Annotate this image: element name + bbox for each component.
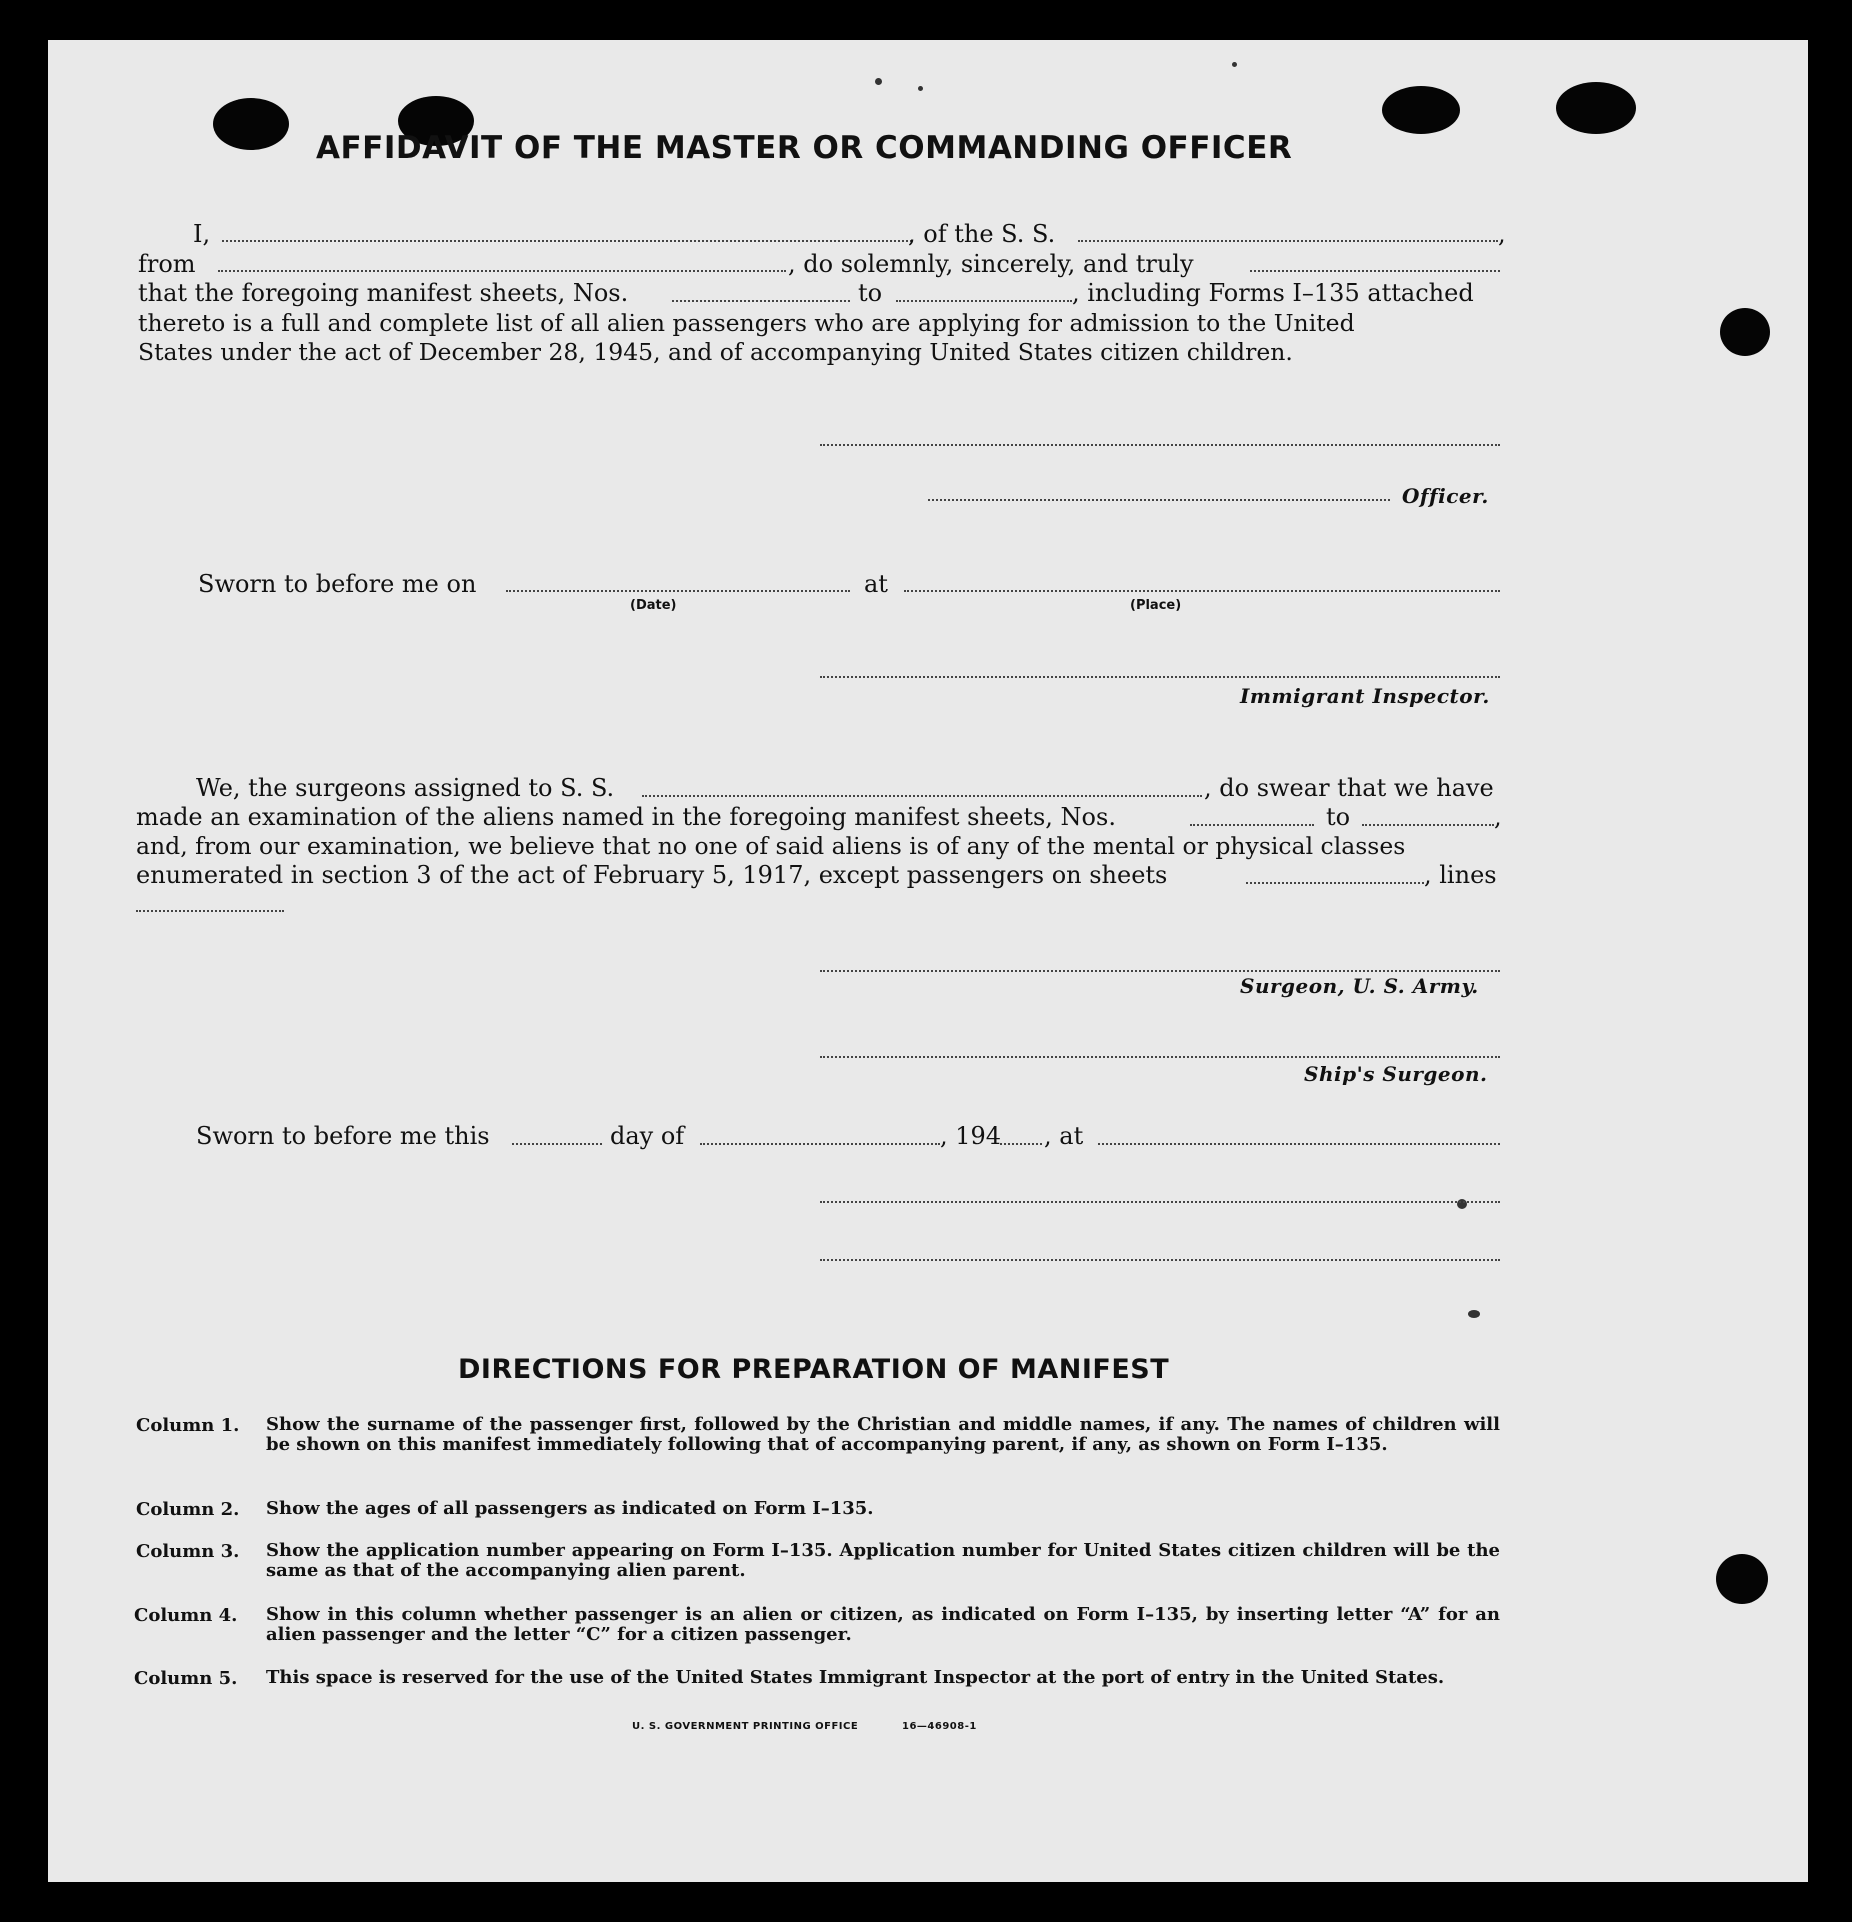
punch-hole bbox=[1382, 86, 1460, 134]
from-field[interactable] bbox=[218, 270, 786, 272]
surgeons-line-2-start: made an examination of the aliens named in the foregoing manifest sheets, Nos. bbox=[136, 803, 1116, 831]
surgeons-line-2-to: to bbox=[1326, 803, 1351, 831]
master-line-4: thereto is a full and complete list of all alien passengers who are applying for admission to the United bbox=[138, 309, 1355, 337]
surgeons-line-4-start: enumerated in section 3 of the act of February 5, 1917, except passengers on sheets bbox=[136, 861, 1168, 889]
sworn-on-label: Sworn to before me on bbox=[198, 570, 477, 598]
punch-hole bbox=[1716, 1554, 1768, 1604]
column-1-text: Show the surname of the passenger first, followed by the Christian and middle names, if any. The names of children will be shown on this manifest immediately following that of accompanying parent, if any, as shown on Form I–135. bbox=[266, 1414, 1500, 1455]
ship-surgeon-signature-line[interactable] bbox=[820, 1056, 1500, 1058]
directions-title: DIRECTIONS FOR PREPARATION OF MANIFEST bbox=[458, 1354, 1170, 1385]
sworn-at-field[interactable] bbox=[1098, 1143, 1500, 1145]
surgeons-line-4-end: , lines bbox=[1424, 861, 1497, 889]
surgeons-sheet-to-field[interactable] bbox=[1362, 824, 1494, 826]
ship-name-field[interactable] bbox=[1078, 240, 1498, 242]
officer-signature-line-1[interactable] bbox=[820, 444, 1500, 446]
officer-signature-line-2[interactable] bbox=[928, 499, 1390, 501]
surgeons-line-2-comma: , bbox=[1494, 803, 1502, 831]
to-label: to bbox=[858, 279, 883, 307]
column-1-label: Column 1. bbox=[136, 1415, 240, 1436]
lines-field[interactable] bbox=[136, 910, 284, 912]
column-2-label: Column 2. bbox=[136, 1499, 240, 1520]
column-3-label: Column 3. bbox=[136, 1541, 240, 1562]
form-code: 16—46908-1 bbox=[902, 1721, 977, 1732]
year-label: , 194 bbox=[940, 1122, 1002, 1150]
printer-imprint: U. S. GOVERNMENT PRINTING OFFICE bbox=[632, 1721, 859, 1732]
date-caption: (Date) bbox=[630, 598, 677, 613]
oath-field[interactable] bbox=[1250, 270, 1500, 272]
manifest-to-field[interactable] bbox=[896, 300, 1072, 302]
surgeons-line-1-start: We, the surgeons assigned to S. S. bbox=[196, 774, 615, 802]
ink-speck bbox=[918, 86, 923, 91]
master-line-5: States under the act of December 28, 1945, and of accompanying United States citizen children. bbox=[138, 338, 1293, 366]
surgeons-ship-field[interactable] bbox=[642, 795, 1202, 797]
officer-label: Officer. bbox=[1402, 484, 1489, 508]
except-sheets-field[interactable] bbox=[1246, 882, 1424, 884]
sworn-day-field[interactable] bbox=[512, 1143, 602, 1145]
at-label-2: , at bbox=[1044, 1122, 1084, 1150]
sworn-date-field[interactable] bbox=[506, 590, 850, 592]
sworn-this-label: Sworn to before me this bbox=[196, 1122, 490, 1150]
name-field[interactable] bbox=[222, 240, 912, 242]
surgeons-line-1-end: , do swear that we have bbox=[1204, 774, 1494, 802]
ink-speck bbox=[1468, 1310, 1480, 1318]
sworn-place-field[interactable] bbox=[904, 590, 1500, 592]
column-4-text: Show in this column whether passenger is an alien or citizen, as indicated on Form I–135, by inserting letter “A” for an alien passenger and the letter “C” for a citizen passenger. bbox=[266, 1604, 1500, 1645]
solemnly-text: , do solemnly, sincerely, and truly bbox=[788, 250, 1194, 278]
column-5-label: Column 5. bbox=[134, 1668, 238, 1689]
manifest-from-field[interactable] bbox=[672, 300, 850, 302]
column-3-text: Show the application number appearing on Form I–135. Application number for United States citizen children will be the same as that of the accompanying alien parent. bbox=[266, 1540, 1500, 1581]
day-of-label: day of bbox=[610, 1122, 685, 1150]
punch-hole bbox=[1556, 82, 1636, 134]
including-text: , including Forms I–135 attached bbox=[1072, 279, 1474, 307]
punch-hole bbox=[213, 98, 289, 150]
of-ss-label: , of the S. S. bbox=[908, 220, 1056, 248]
sworn-at-label: at bbox=[864, 570, 888, 598]
i-label: I, bbox=[193, 220, 211, 248]
surgeons-sheet-from-field[interactable] bbox=[1190, 824, 1314, 826]
surgeons-line-3: and, from our examination, we believe that no one of said aliens is of any of the mental or physical classes bbox=[136, 832, 1406, 860]
sworn-month-field[interactable] bbox=[700, 1143, 940, 1145]
inspector-title-line[interactable] bbox=[820, 1259, 1500, 1261]
ship-surgeon-label: Ship's Surgeon. bbox=[1304, 1062, 1488, 1086]
inspector-label: Immigrant Inspector. bbox=[1240, 684, 1490, 708]
ink-speck bbox=[1232, 62, 1237, 67]
trailing-comma: , bbox=[1498, 220, 1506, 248]
punch-hole bbox=[1720, 308, 1770, 356]
army-surgeon-label: Surgeon, U. S. Army. bbox=[1240, 974, 1479, 998]
column-5-text: This space is reserved for the use of the United States Immigrant Inspector at the port of entry in the United States. bbox=[266, 1667, 1445, 1688]
manifest-label: that the foregoing manifest sheets, Nos. bbox=[138, 279, 629, 307]
ink-speck bbox=[875, 78, 882, 85]
from-label: from bbox=[138, 250, 196, 278]
place-caption: (Place) bbox=[1130, 598, 1182, 613]
sworn-year-field[interactable] bbox=[1000, 1143, 1042, 1145]
inspector-signature-line-2[interactable] bbox=[820, 1201, 1500, 1203]
page-title: AFFIDAVIT OF THE MASTER OR COMMANDING OFFICER bbox=[316, 130, 1293, 166]
inspector-signature-line[interactable] bbox=[820, 676, 1500, 678]
army-surgeon-signature-line[interactable] bbox=[820, 970, 1500, 972]
column-2-text: Show the ages of all passengers as indicated on Form I–135. bbox=[266, 1498, 874, 1519]
column-4-label: Column 4. bbox=[134, 1605, 238, 1626]
